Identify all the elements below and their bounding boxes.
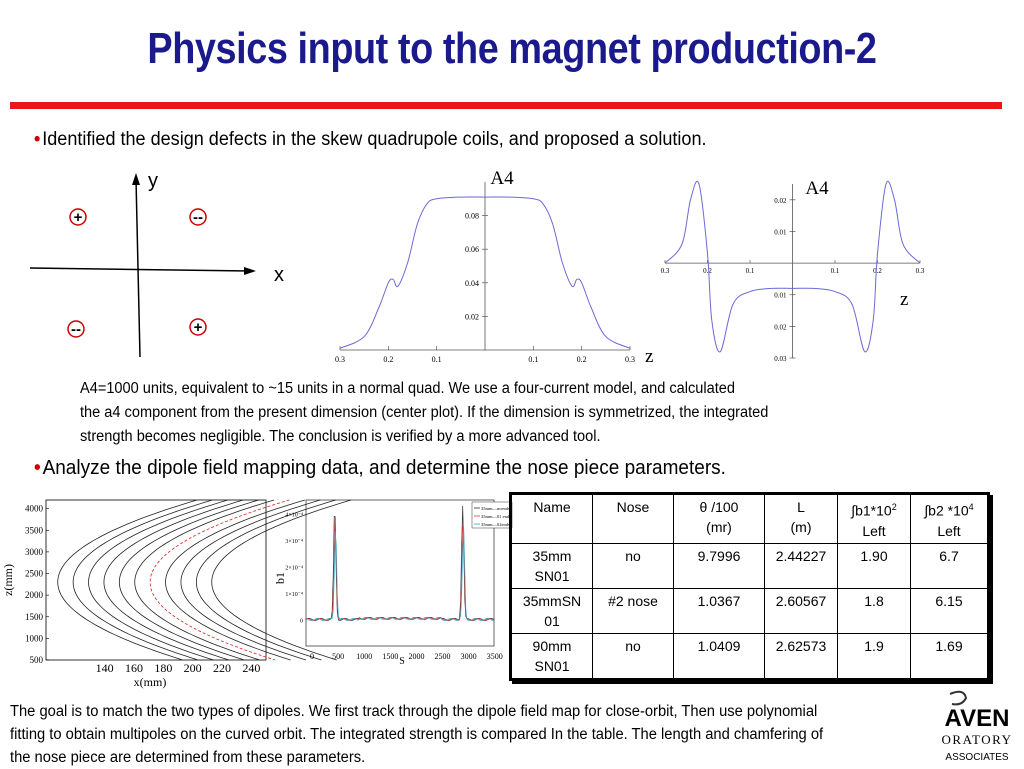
x-tick-label: 2500 bbox=[434, 652, 451, 661]
x-tick-label: 240 bbox=[242, 661, 261, 675]
y-tick-label: 0.02 bbox=[774, 323, 787, 332]
x-axis-label: x(mm) bbox=[133, 675, 167, 689]
y-tick-label: 2000 bbox=[25, 590, 43, 601]
y-tick-label: 4000 bbox=[25, 503, 43, 514]
y-tick-label: 0.08 bbox=[465, 211, 479, 221]
bullet-text: Analyze the dipole field mapping data, and determine the nose piece parameters. bbox=[42, 457, 726, 479]
bullet-skew-quad bbox=[34, 128, 965, 152]
title-divider bbox=[10, 102, 1002, 109]
y-tick-label: 0.04 bbox=[465, 278, 479, 288]
text-line: A4=1000 units, equivalent to ~15 units in a normal quad. We use a four-current model, and calculated bbox=[80, 380, 735, 397]
orbit-line bbox=[73, 500, 212, 660]
sign-top-left bbox=[70, 209, 86, 226]
x-tick-label: 0.1 bbox=[431, 355, 442, 364]
y-tick-label: 0.03 bbox=[774, 355, 787, 363]
legend-entry: 35mm—02ends bbox=[481, 522, 510, 527]
orbit-line bbox=[89, 500, 228, 660]
header-length: L (m) bbox=[765, 495, 838, 544]
x-tick-label: 0.1 bbox=[528, 355, 539, 364]
text-line: fitting to obtain multipoles on the curved orbit. The integrated strength is compared In the table. The length and chamfering of bbox=[10, 726, 824, 743]
x-tick-label: 160 bbox=[125, 661, 143, 675]
table-header-row bbox=[512, 495, 988, 544]
orbit-line bbox=[119, 500, 258, 660]
header-theta: θ /100 (mr) bbox=[674, 495, 765, 544]
svg-text:+: + bbox=[73, 209, 83, 226]
a4-chart-symmetrized bbox=[655, 170, 925, 365]
y-tick-label: 0.06 bbox=[465, 245, 479, 255]
y-tick-label: 0 bbox=[300, 618, 303, 625]
y-axis-label: y bbox=[148, 170, 158, 192]
y-tick-label: 0.02 bbox=[774, 196, 787, 205]
cell-b1: 1.90 bbox=[838, 544, 911, 589]
cell-theta: 9.7996 bbox=[674, 544, 765, 589]
cell-b2: 6.7 bbox=[911, 544, 988, 589]
x-tick-label: 0 bbox=[310, 652, 314, 661]
logo-line3: ASSOCIATES bbox=[945, 752, 1009, 763]
y-tick-label: 3000 bbox=[25, 546, 43, 557]
logo-swoosh-icon bbox=[950, 692, 966, 705]
a4-explanation bbox=[80, 377, 832, 449]
legend-entry: 35mm—noends bbox=[481, 506, 510, 511]
x-tick-label: 3500 bbox=[486, 652, 503, 661]
cell-b1: 1.9 bbox=[838, 634, 911, 679]
x-tick-label: 2000 bbox=[408, 652, 425, 661]
x-tick-label: 0.1 bbox=[830, 267, 840, 276]
page-title: Physics input to the magnet production-2 bbox=[147, 24, 877, 73]
x-tick-label: 0.2 bbox=[576, 355, 587, 364]
logo-line2: ORATORY bbox=[941, 732, 1013, 747]
x-tick-label: 1500 bbox=[382, 652, 399, 661]
cell-length: 2.62573 bbox=[765, 634, 838, 679]
laven-logo bbox=[930, 690, 1024, 768]
x-tick-label: 3000 bbox=[460, 652, 477, 661]
orbit-line bbox=[104, 500, 243, 660]
x-axis-label: z bbox=[645, 346, 654, 367]
text-line: the nose piece are determined from these parameters. bbox=[10, 749, 366, 766]
x-tick-label: 200 bbox=[183, 661, 202, 675]
cell-length: 2.60567 bbox=[765, 589, 838, 634]
sign-bottom-right bbox=[190, 319, 206, 336]
cell-name: 35mmSN 01 bbox=[512, 589, 593, 634]
x-tick-label: 0.2 bbox=[873, 267, 882, 276]
x-tick-label: 500 bbox=[332, 652, 345, 661]
x-axis-label: S bbox=[399, 656, 405, 667]
x-tick-label: 220 bbox=[213, 661, 231, 675]
svg-text:--: -- bbox=[71, 321, 81, 338]
header-b2: ∫b2 $*10^4$ Left bbox=[911, 495, 988, 544]
x-tick-label: 0.3 bbox=[335, 355, 345, 364]
y-tick-label: 0.02 bbox=[465, 312, 479, 322]
legend-entry: 35mm—01 ends bbox=[481, 514, 511, 519]
logo-brand: AVEN bbox=[944, 705, 1010, 732]
x-tick-label: 1000 bbox=[356, 652, 373, 661]
cell-name: 35mm SN01 bbox=[512, 544, 593, 589]
sign-bottom-left bbox=[68, 321, 84, 338]
bullet-marker: • bbox=[34, 129, 41, 150]
y-tick-label: 1000 bbox=[25, 633, 43, 644]
x-tick-label: 0.2 bbox=[703, 267, 712, 276]
y-tick-label: 3500 bbox=[25, 525, 43, 536]
orbit-line bbox=[135, 500, 274, 660]
text-line: strength becomes negligible. The conclusion is verified by a more advanced tool. bbox=[80, 428, 601, 445]
table-row bbox=[512, 589, 988, 634]
x-axis-label: x bbox=[274, 264, 284, 286]
text-line: The goal is to match the two types of dipoles. We first track through the dipole field map for close-orbit, Then use polynomial bbox=[10, 703, 818, 720]
x-axis-label: z bbox=[900, 289, 909, 310]
y-arrowhead-icon bbox=[132, 173, 140, 185]
header-b1: $\int b1*10^2$ Left bbox=[838, 495, 911, 544]
cell-theta: 1.0409 bbox=[674, 634, 765, 679]
x-tick-label: 140 bbox=[95, 661, 114, 675]
y-axis-label: b1 bbox=[273, 572, 287, 584]
text-line: the a4 component from the present dimension (center plot). If the dimension is symmetrized, the integrated bbox=[80, 404, 769, 421]
svg-text:--: -- bbox=[193, 209, 203, 226]
x-tick-label: 180 bbox=[154, 661, 173, 675]
x-arrowhead-icon bbox=[244, 267, 256, 275]
cell-name: 90mm SN01 bbox=[512, 634, 593, 679]
y-tick-label: 2×10⁻⁴ bbox=[285, 565, 303, 572]
cell-b1: 1.8 bbox=[838, 589, 911, 634]
x-tick-label: 0.3 bbox=[915, 267, 925, 276]
orbit-line bbox=[150, 500, 289, 660]
x-tick-label: 0.2 bbox=[383, 355, 394, 364]
chart-title: A4 bbox=[805, 178, 829, 199]
header-name: Name bbox=[512, 495, 593, 544]
bullet-dipole-mapping bbox=[34, 456, 965, 480]
b1-vs-s-chart bbox=[273, 494, 511, 667]
chart-title: A4 bbox=[490, 168, 514, 189]
y-axis-label: z(mm) bbox=[1, 564, 15, 596]
bullet-marker: • bbox=[34, 457, 41, 479]
cell-length: 2.44227 bbox=[765, 544, 838, 589]
dipole-orbit-chart bbox=[0, 492, 270, 692]
header-nose: Nose bbox=[593, 495, 674, 544]
svg-text:+: + bbox=[193, 319, 203, 336]
cell-b2: 1.69 bbox=[911, 634, 988, 679]
sign-top-right bbox=[190, 209, 206, 226]
goal-explanation bbox=[10, 700, 882, 769]
x-tick-label: 0.3 bbox=[625, 355, 635, 364]
x-tick-label: 0.1 bbox=[745, 267, 755, 276]
y-tick-label: 0.01 bbox=[774, 291, 787, 300]
y-tick-label: 4×10⁻⁴ bbox=[285, 512, 303, 519]
bullet-text: Identified the design defects in the skew quadrupole coils, and proposed a solution. bbox=[42, 129, 707, 150]
table-row bbox=[512, 634, 988, 679]
cell-nose: no bbox=[593, 634, 674, 679]
orbit-line bbox=[58, 500, 197, 660]
y-tick-label: 1×10⁻⁴ bbox=[285, 591, 303, 598]
plot-frame bbox=[46, 500, 266, 660]
y-tick-label: 2500 bbox=[25, 568, 43, 579]
table-row bbox=[512, 544, 988, 589]
y-tick-label: 1500 bbox=[25, 611, 43, 622]
cell-theta: 1.0367 bbox=[674, 589, 765, 634]
dipole-comparison-table bbox=[509, 492, 990, 681]
cell-nose: #2 nose bbox=[593, 589, 674, 634]
cell-b2: 6.15 bbox=[911, 589, 988, 634]
y-tick-label: 3×10⁻⁴ bbox=[285, 538, 303, 545]
cell-nose: no bbox=[593, 544, 674, 589]
y-tick-label: 500 bbox=[29, 655, 43, 665]
coil-sign-diagram bbox=[20, 165, 300, 365]
y-tick-label: 0.01 bbox=[774, 228, 787, 237]
a4-chart-present bbox=[320, 160, 665, 365]
x-tick-label: 0.3 bbox=[660, 267, 670, 276]
